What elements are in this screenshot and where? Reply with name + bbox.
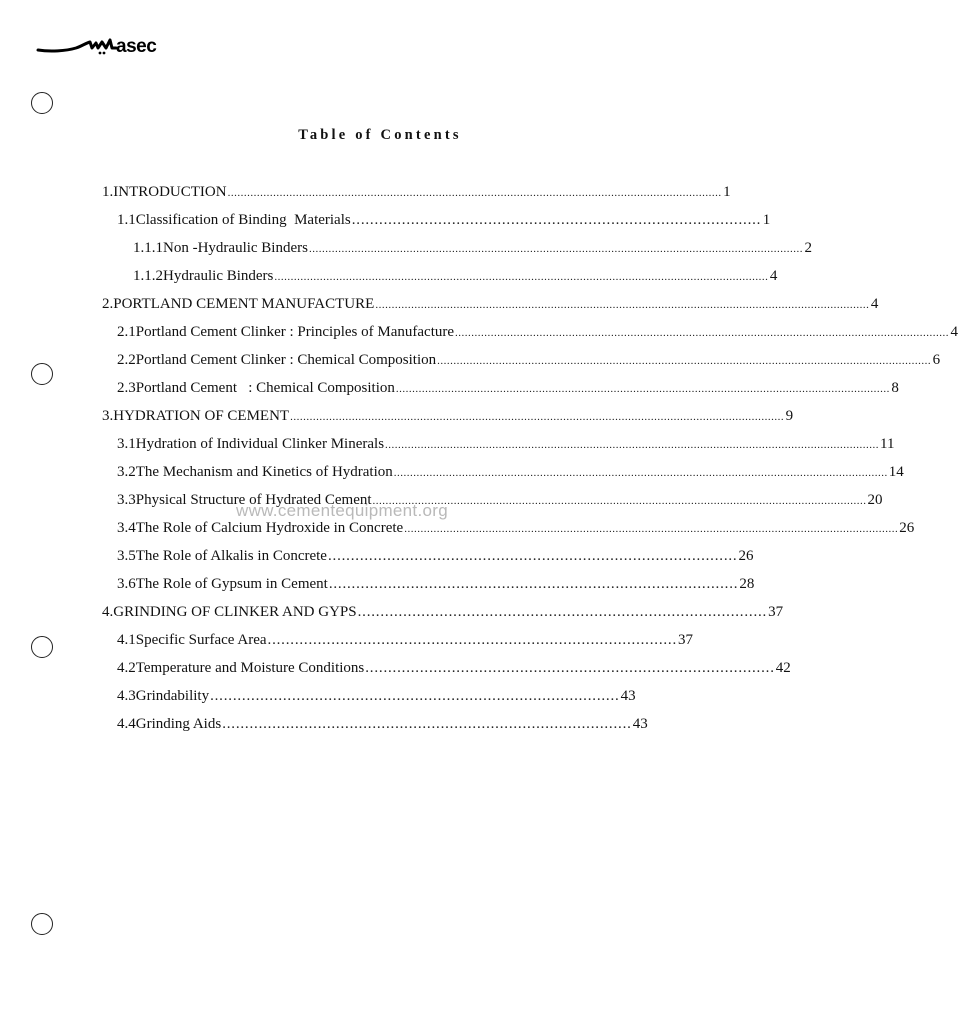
toc-entry[interactable] (102, 294, 879, 315)
toc-page: 1 (762, 212, 771, 228)
logo-wordmark: asec (116, 36, 157, 57)
toc-page: 28 (739, 576, 755, 592)
toc-entry[interactable] (133, 266, 778, 287)
toc-leader: .......................................................................................... (351, 212, 762, 228)
toc-number: 4.2 (117, 660, 136, 676)
toc-label: Portland Cement Clinker : Chemical Composition (135, 352, 437, 368)
toc-entry[interactable] (117, 574, 755, 594)
toc-leader: .......................................................................................... (365, 660, 775, 676)
toc-page: 4 (769, 268, 778, 284)
toc-label: The Mechanism and Kinetics of Hydration (135, 464, 393, 480)
toc-number: 4. (102, 604, 114, 620)
toc-number: 3.5 (117, 548, 136, 564)
toc-entry[interactable] (117, 322, 958, 343)
toc-page: 42 (775, 660, 791, 676)
toc-page: 37 (768, 604, 784, 620)
punch-hole (31, 92, 53, 114)
toc-leader: .......................................................................................... (328, 576, 739, 592)
toc-entry[interactable] (102, 602, 784, 622)
toc-label: Portland Cement Clinker : Principles of Manufacture (135, 324, 455, 340)
toc-label: GRINDING OF CLINKER AND GYPS (113, 604, 357, 620)
toc-label: Classification of Binding Materials (135, 212, 351, 228)
toc-page: 4 (870, 296, 879, 312)
toc-page: 9 (785, 408, 794, 424)
toc-entry[interactable] (117, 350, 941, 371)
toc-entry[interactable] (117, 518, 915, 539)
toc-entry[interactable] (117, 378, 899, 399)
toc-entry[interactable] (102, 406, 794, 427)
toc-page: 37 (678, 632, 694, 648)
toc-label: Non -Hydraulic Binders (163, 240, 308, 256)
toc-label: Specific Surface Area (135, 632, 267, 648)
toc-page: 26 (738, 548, 754, 564)
toc-label: Hydraulic Binders (163, 268, 274, 284)
toc-number: 2.2 (117, 352, 136, 368)
toc-entry[interactable] (117, 658, 791, 678)
toc-number: 4.3 (117, 688, 136, 704)
toc-leader: .......................................................................................... (222, 716, 632, 732)
toc-entry[interactable] (117, 434, 895, 455)
toc-page: 4 (950, 324, 958, 340)
toc-number: 3. (102, 408, 114, 424)
toc-page: 6 (932, 352, 941, 368)
toc-leader: ........................................................................................................................................................ (290, 411, 785, 423)
toc-label: Hydration of Individual Clinker Minerals (135, 436, 385, 452)
toc-leader: ........................................................................................................................................................ (308, 243, 803, 255)
toc-entry[interactable] (102, 182, 731, 203)
toc-entry[interactable] (117, 462, 904, 483)
toc-number: 3.4 (117, 520, 136, 536)
toc-label: PORTLAND CEMENT MANUFACTURE (113, 296, 375, 312)
toc-page: 2 (804, 240, 812, 256)
toc-entry[interactable] (117, 210, 771, 230)
toc-page: 20 (867, 492, 883, 508)
toc-number: 1.1.1 (133, 240, 163, 256)
toc-leader: ........................................................................................................................................................ (385, 439, 880, 451)
toc-number: 1.1.2 (133, 268, 163, 284)
toc-leader: .......................................................................................... (267, 632, 678, 648)
toc-page: 43 (632, 716, 648, 732)
punch-hole (31, 363, 53, 385)
toc-label: INTRODUCTION (113, 184, 227, 200)
toc-leader: ........................................................................................................................................................ (455, 327, 950, 339)
toc-page: 14 (888, 464, 904, 480)
toc-label: Temperature and Moisture Conditions (135, 660, 365, 676)
toc-label: The Role of Calcium Hydroxide in Concrete (135, 520, 404, 536)
asec-logo (36, 34, 118, 56)
toc-page: 26 (899, 520, 915, 536)
toc-leader: ........................................................................................................................................................ (404, 523, 899, 535)
toc-number: 3.6 (117, 576, 136, 592)
toc-number: 3.1 (117, 436, 136, 452)
toc-label: Grinding Aids (135, 716, 222, 732)
toc-number: 3.3 (117, 492, 136, 508)
toc-entry[interactable] (117, 546, 754, 566)
toc-number: 1.1 (117, 212, 136, 228)
toc-page: 8 (891, 380, 899, 396)
punch-hole (31, 636, 53, 658)
toc-page: 11 (880, 436, 895, 452)
toc-number: 3.2 (117, 464, 136, 480)
toc-label: HYDRATION OF CEMENT (113, 408, 290, 424)
toc-number: 2.3 (117, 380, 136, 396)
toc-page: 43 (620, 688, 636, 704)
toc-number: 4.1 (117, 632, 136, 648)
toc-leader: .......................................................................................... (357, 604, 768, 620)
toc-number: 1. (102, 184, 114, 200)
toc-label: The Role of Alkalis in Concrete (135, 548, 327, 564)
toc-label: The Role of Gypsum in Cement (135, 576, 328, 592)
toc-leader: .......................................................................................... (327, 548, 738, 564)
toc-entry[interactable] (133, 238, 812, 259)
toc-entry[interactable] (117, 714, 648, 734)
toc-number: 2.1 (117, 324, 136, 340)
toc-leader: ........................................................................................................................................................ (395, 383, 890, 395)
watermark: www.cementequipment.org (236, 501, 448, 520)
page-title: Table of Contents (298, 127, 462, 143)
toc-number: 4.4 (117, 716, 136, 732)
toc-leader: ........................................................................................................................................................ (375, 299, 870, 311)
toc-leader: ........................................................................................................................................................ (437, 355, 932, 367)
punch-hole (31, 913, 53, 935)
toc-leader: ........................................................................................................................................................ (393, 467, 888, 479)
toc-label: Grindability (135, 688, 210, 704)
toc-label: Physical Structure of Hydrated Cement (135, 492, 372, 508)
toc-leader: ........................................................................................................................................................ (372, 495, 867, 507)
toc-page: 1 (723, 184, 731, 200)
toc-leader: .......................................................................................... (210, 688, 620, 704)
toc-entry[interactable] (117, 686, 636, 706)
toc-number: 2. (102, 296, 114, 312)
toc-leader: ........................................................................................................................................................ (227, 187, 722, 199)
toc-leader: ........................................................................................................................................................ (274, 271, 769, 283)
toc-label: Portland Cement : Chemical Composition (135, 380, 395, 396)
toc-entry[interactable] (117, 630, 694, 650)
